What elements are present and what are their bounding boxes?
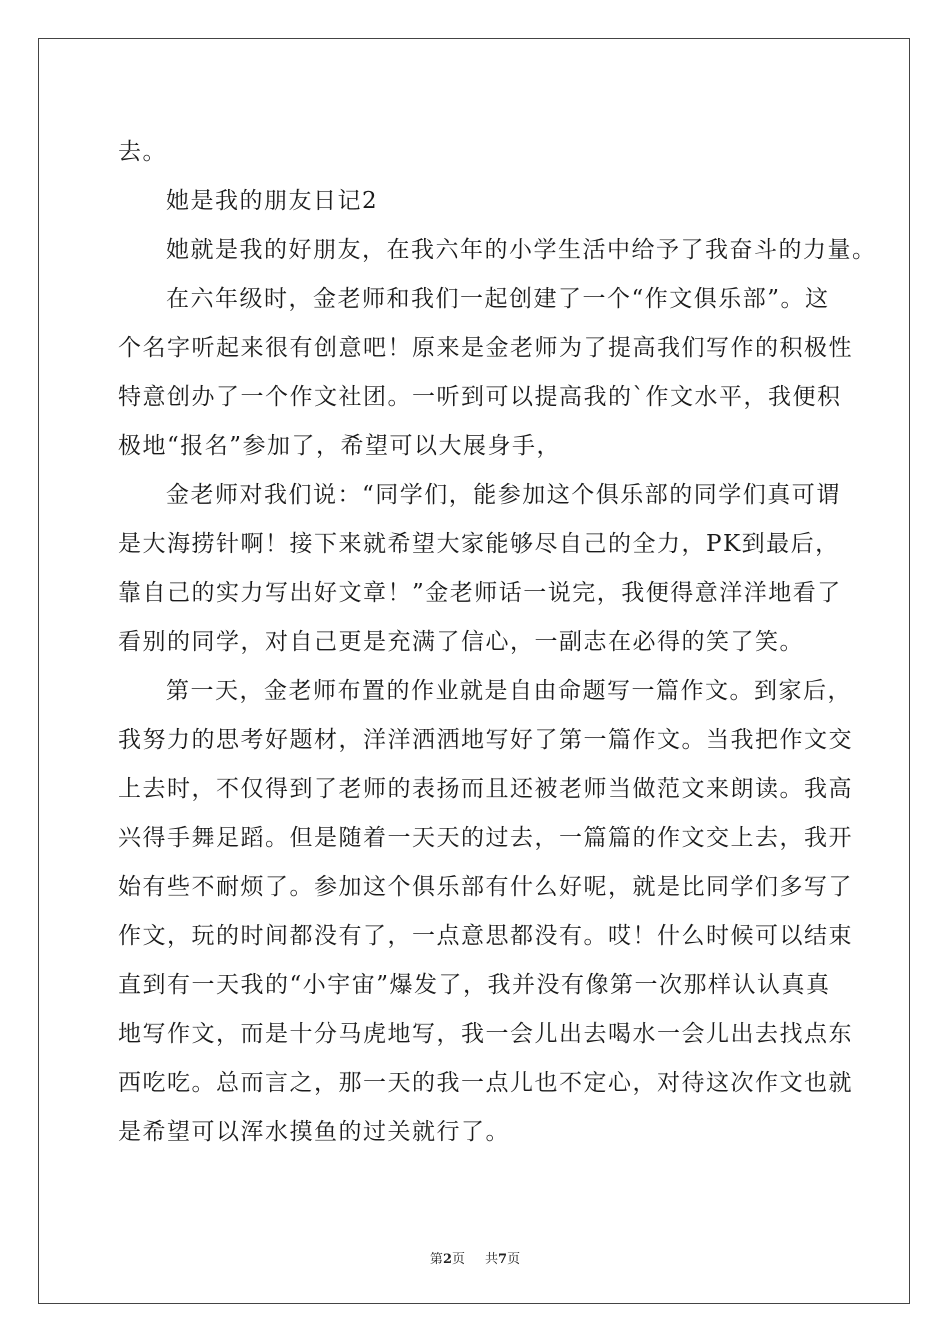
text-line: 是希望可以浑水摸鱼的过关就行了。 xyxy=(118,1119,510,1145)
text-line: 特意创办了一个作文社团。一听到可以提高我的`作文水平，我便积 xyxy=(118,384,842,410)
text-line: 直到有一天我的“小宇宙”爆发了，我并没有像第一次那样认认真真 xyxy=(118,972,831,998)
text-line: 第一天，金老师布置的作业就是自由命题写一篇作文。到家后， xyxy=(166,678,852,704)
text-line: 靠自己的实力写出好文章！”金老师话一说完，我便得意洋洋地看了 xyxy=(118,580,842,606)
text-line: 在六年级时，金老师和我们一起创建了一个“作文俱乐部”。这 xyxy=(166,286,830,312)
text-line: 上去时，不仅得到了老师的表扬而且还被老师当做范文来朗读。我高 xyxy=(118,776,853,802)
text-line: 西吃吃。总而言之，那一天的我一点儿也不定心，对待这次作文也就 xyxy=(118,1070,853,1096)
text-line: 个名字听起来很有创意吧！原来是金老师为了提高我们写作的积极性 xyxy=(118,335,853,361)
text-line: 始有些不耐烦了。参加这个俱乐部有什么好呢，就是比同学们多写了 xyxy=(118,874,853,900)
text-line: 我努力的思考好题材，洋洋洒洒地写好了第一篇作文。当我把作文交 xyxy=(118,727,853,753)
text-line: 看别的同学，对自己更是充满了信心，一副志在必得的笑了笑。 xyxy=(118,629,804,655)
total-pages: 7 xyxy=(498,1252,508,1267)
text-line: 地写作文，而是十分马虎地写，我一会儿出去喝水一会儿出去找点东 xyxy=(118,1021,853,1047)
total-suffix: 页 xyxy=(507,1252,521,1267)
page-number: 2 xyxy=(442,1252,452,1267)
text-line: 是大海捞针啊！接下来就希望大家能够尽自己的全力，PK到最后， xyxy=(118,531,840,557)
text-line: 作文，玩的时间都没有了，一点意思都没有。哎！什么时候可以结束 xyxy=(118,923,853,949)
page-suffix: 页 xyxy=(451,1252,465,1267)
total-prefix: 共 xyxy=(485,1252,499,1267)
page-border xyxy=(38,38,910,1304)
heading-line: 她是我的朋友日记2 xyxy=(166,188,379,214)
text-line: 兴得手舞足蹈。但是随着一天天的过去，一篇篇的作文交上去，我开 xyxy=(118,825,853,851)
page-prefix: 第 xyxy=(429,1252,443,1267)
text-line: 极地“报名”参加了，希望可以大展身手， xyxy=(118,433,562,459)
text-line: 她就是我的好朋友，在我六年的小学生活中给予了我奋斗的力量。 xyxy=(166,237,877,263)
text-line: 金老师对我们说：“同学们，能参加这个俱乐部的同学们真可谓 xyxy=(166,482,841,508)
text-line: 去。 xyxy=(118,139,167,165)
page-footer xyxy=(0,1248,950,1267)
